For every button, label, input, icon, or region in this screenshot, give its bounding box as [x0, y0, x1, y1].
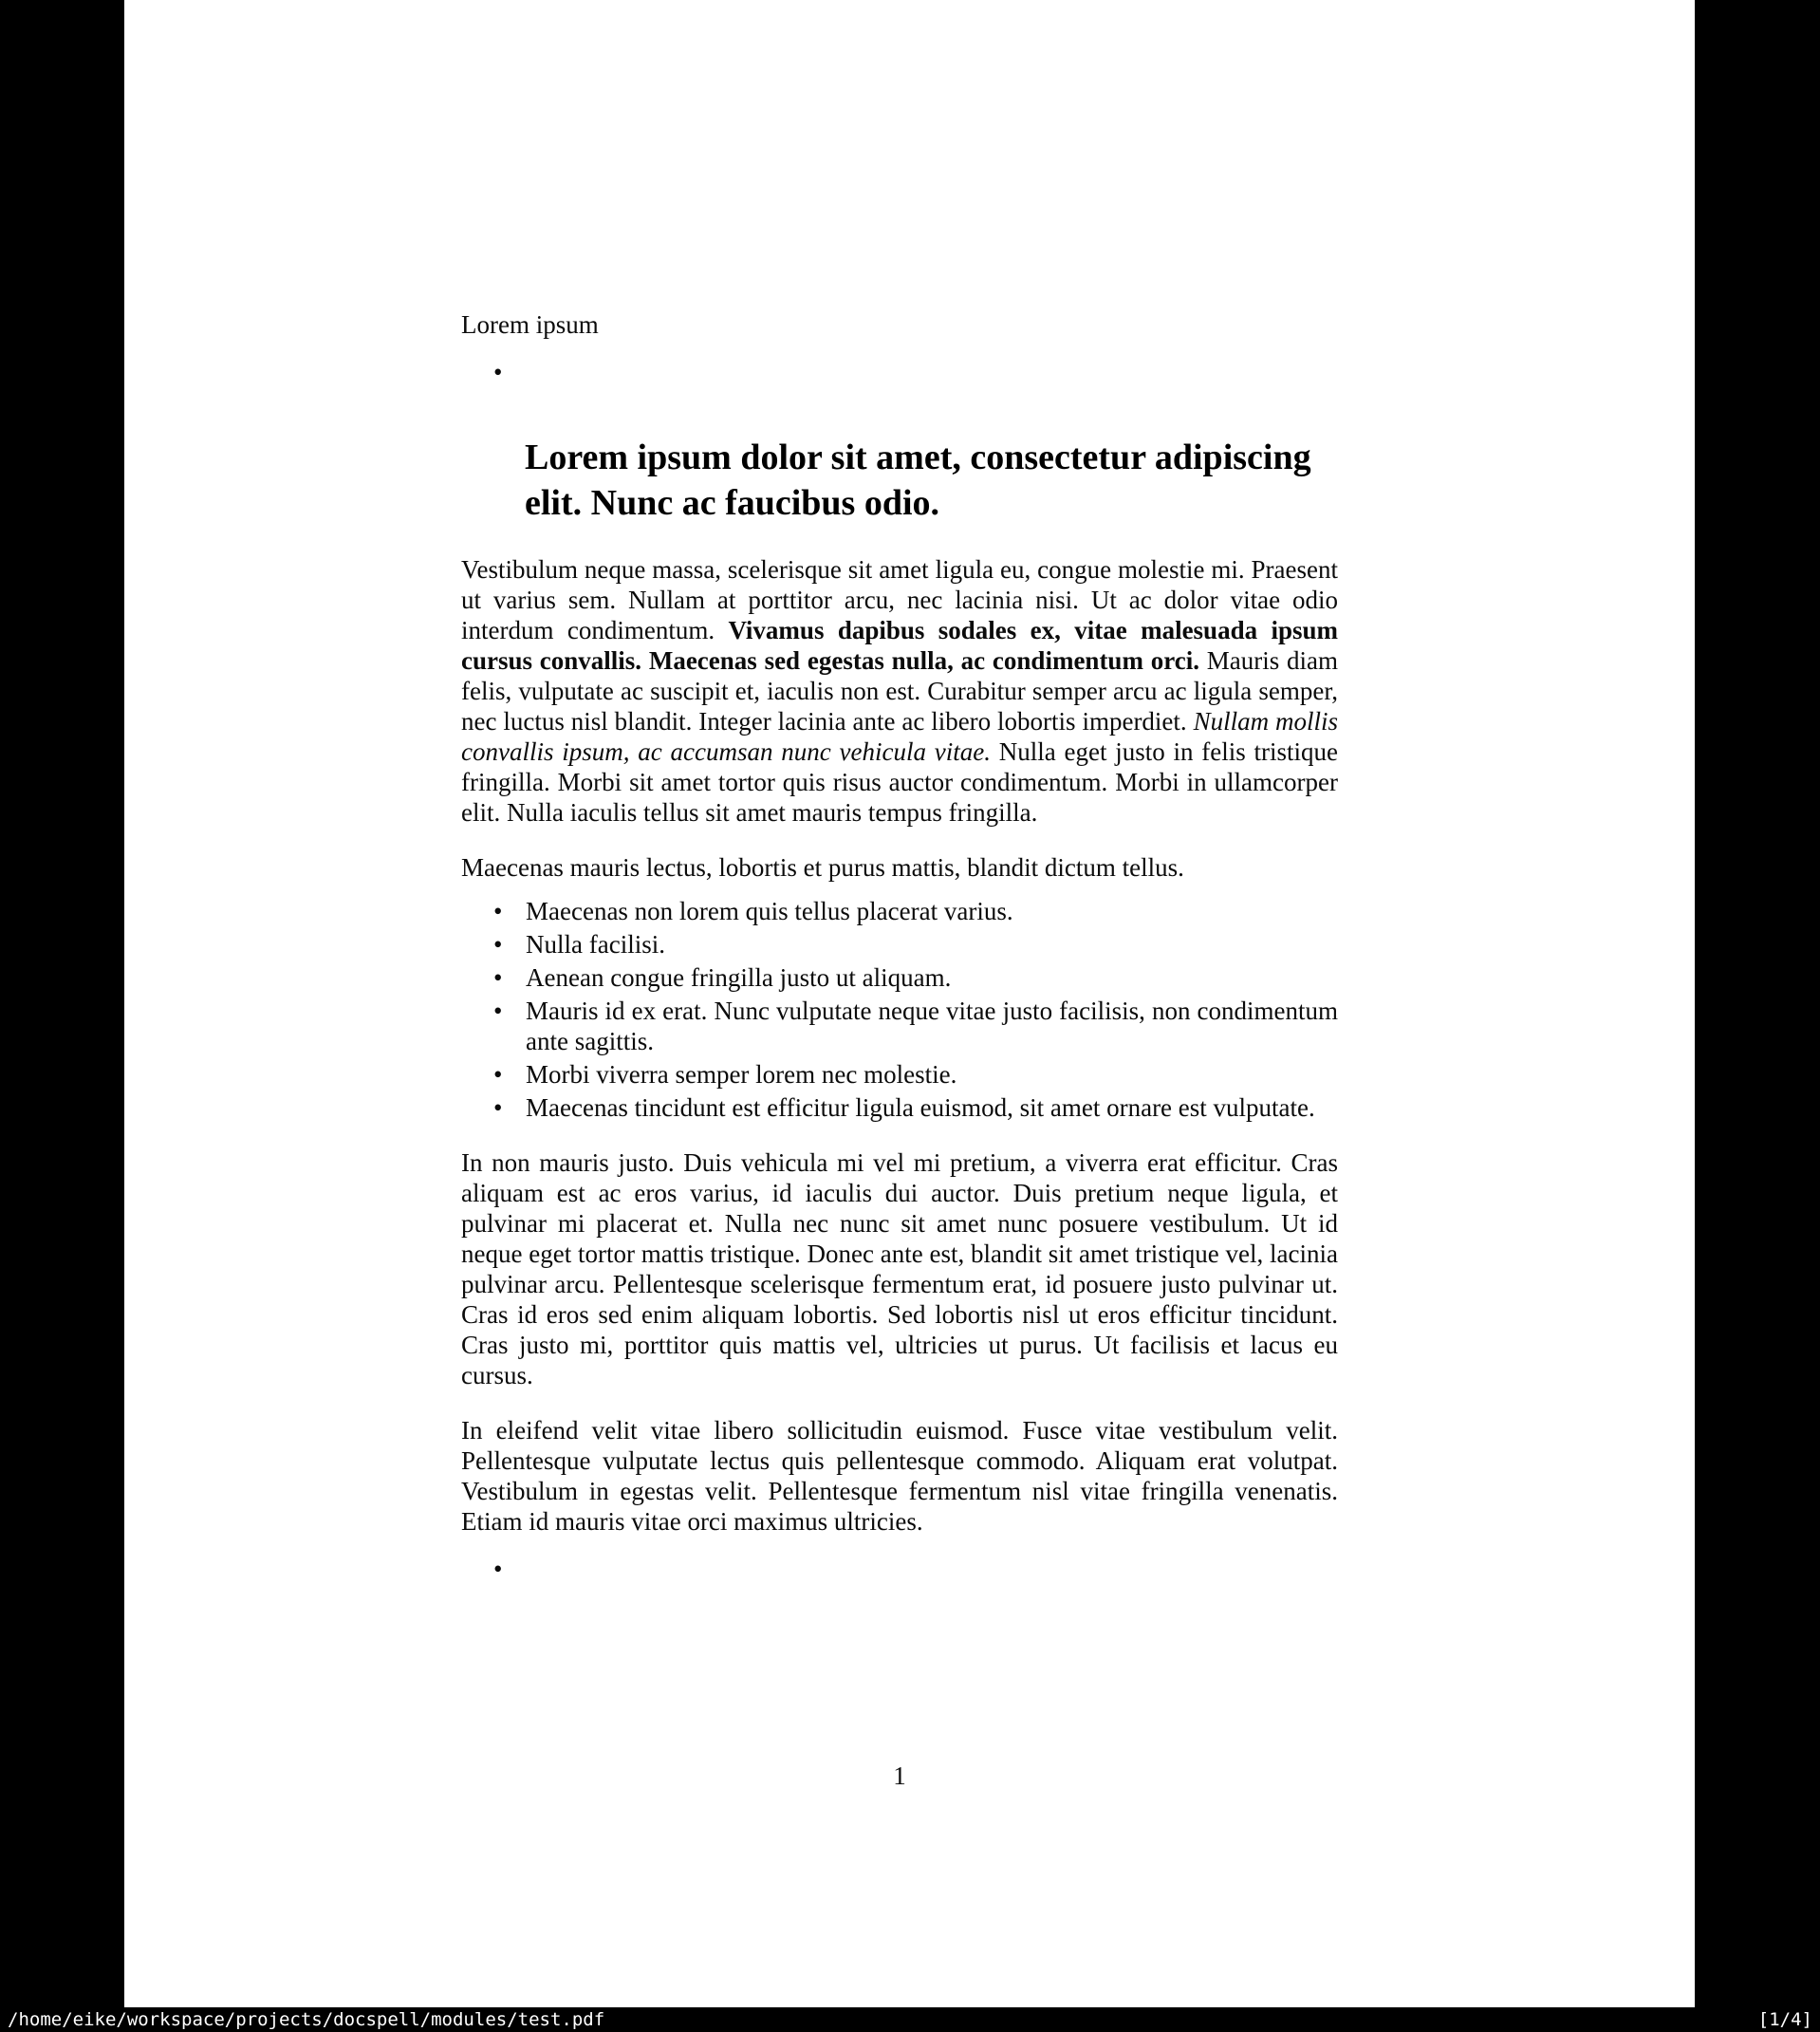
- bullet-icon: •: [493, 1093, 503, 1122]
- page-number: 1: [893, 1762, 906, 1790]
- paragraph-1-text: Vestibulum neque massa, scelerisque sit amet ligula eu, congue molestie mi. Praesent ut varius sem. Nullam at porttitor arcu, nec lacinia nisi. Ut ac dolor vitae odio interdum condimentum.: [461, 555, 1338, 644]
- bullet-icon: •: [493, 930, 503, 959]
- status-bar-page-indicator: [1/4]: [1757, 2009, 1812, 2030]
- body-paragraph-4: In eleifend velit vitae libero sollicitudin euismod. Fusce vitae vestibulum velit. Pellentesque vulputate lectus quis pellentesque commodo. Aliquam erat volutpat. Vestibulum in egestas velit. Pellentesque fermentum nisl vitae fringilla venenatis. Etiam id mauris vitae orci maximus ultricies.: [461, 1416, 1338, 1536]
- list-item: [493, 1059, 1338, 1090]
- bullet-icon: •: [493, 358, 503, 386]
- bullet-icon: •: [493, 897, 503, 925]
- list-item-text: Nulla facilisi.: [526, 930, 665, 959]
- body-paragraph-3: In non mauris justo. Duis vehicula mi vel mi pretium, a viverra erat efficitur. Cras aliquam est ac eros varius, id iaculis dui auctor. Duis pretium neque ligula, et pulvinar mi placerat et. Nulla nec nunc sit amet nunc posuere vestibulum. Ut id neque eget tortor mattis tristique. Donec ante est, blandit sit amet tristique vel, lacinia pulvinar arcu. Pellentesque scelerisque fermentum erat, id posuere justo pulvinar ut. Cras id eros sed enim aliquam lobortis. Sed lobortis nisl ut eros efficitur tincidunt. Cras justo mi, porttitor quis mattis vel, ultricies ut purus. Ut facilisis et lacus eu cursus.: [461, 1148, 1338, 1389]
- bullet-icon: •: [493, 1555, 503, 1583]
- document-content: [461, 0, 1338, 1584]
- paragraph-1-text-mid: Mauris diam felis, vulputate ac suscipit et, iaculis non est. Curabitur semper arcu ac ligula semper, nec luctus nisl blandit. Integer lacinia ante ac libero lobortis imperdiet.: [461, 646, 1338, 736]
- status-bar-file-path: /home/eike/workspace/projects/docspell/modules/test.pdf: [8, 2009, 605, 2030]
- list-item: [493, 996, 1338, 1056]
- bullet-icon: •: [493, 997, 503, 1025]
- body-paragraph-1: [461, 554, 1338, 828]
- list-item-text: Maecenas tincidunt est efficitur ligula euismod, sit amet ornare est vulputate.: [526, 1093, 1315, 1122]
- body-paragraph-2: Maecenas mauris lectus, lobortis et purus mattis, blandit dictum tellus.: [461, 853, 1184, 882]
- list-item: [493, 962, 1338, 993]
- list-item-text: Morbi viverra semper lorem nec molestie.: [526, 1060, 957, 1089]
- bullet-icon: •: [493, 1060, 503, 1089]
- empty-bullet-list-bottom: [461, 1554, 1338, 1584]
- list-item: [493, 929, 1338, 960]
- empty-bullet-list-top: [461, 357, 1338, 387]
- empty-list-item: [493, 357, 1338, 387]
- paragraph-1-text-end: Nulla eget justo in felis tristique fringilla. Morbi sit amet tortor quis risus auctor condimentum. Morbi in ullamcorper elit. Nulla iaculis tellus sit amet mauris tempus fringilla.: [461, 737, 1338, 827]
- intro-paragraph: Lorem ipsum: [461, 310, 599, 339]
- list-item: [493, 1092, 1338, 1123]
- paragraph-1-bold-text: Vivamus dapibus sodales ex, vitae malesuada ipsum cursus convallis. Maecenas sed egestas nulla, ac condimentum orci.: [461, 616, 1338, 675]
- bullet-icon: •: [493, 963, 503, 992]
- status-bar: [0, 2007, 1820, 2032]
- section-heading: Lorem ipsum dolor sit amet, consectetur adipiscing elit. Nunc ac faucibus odio.: [525, 438, 1311, 523]
- list-item-text: Aenean congue fringilla justo ut aliquam.: [526, 963, 952, 992]
- list-item: [493, 896, 1338, 926]
- list-item-text: Mauris id ex erat. Nunc vulputate neque vitae justo facilisis, non condimentum ante sagittis.: [526, 997, 1338, 1055]
- paragraph-1-italic-text: Nullam mollis convallis ipsum, ac accumsan nunc vehicula vitae.: [461, 707, 1338, 766]
- empty-list-item: [493, 1554, 1338, 1584]
- list-item-text: Maecenas non lorem quis tellus placerat varius.: [526, 897, 1013, 925]
- document-page[interactable]: [124, 0, 1695, 2007]
- bullet-list: [461, 896, 1338, 1123]
